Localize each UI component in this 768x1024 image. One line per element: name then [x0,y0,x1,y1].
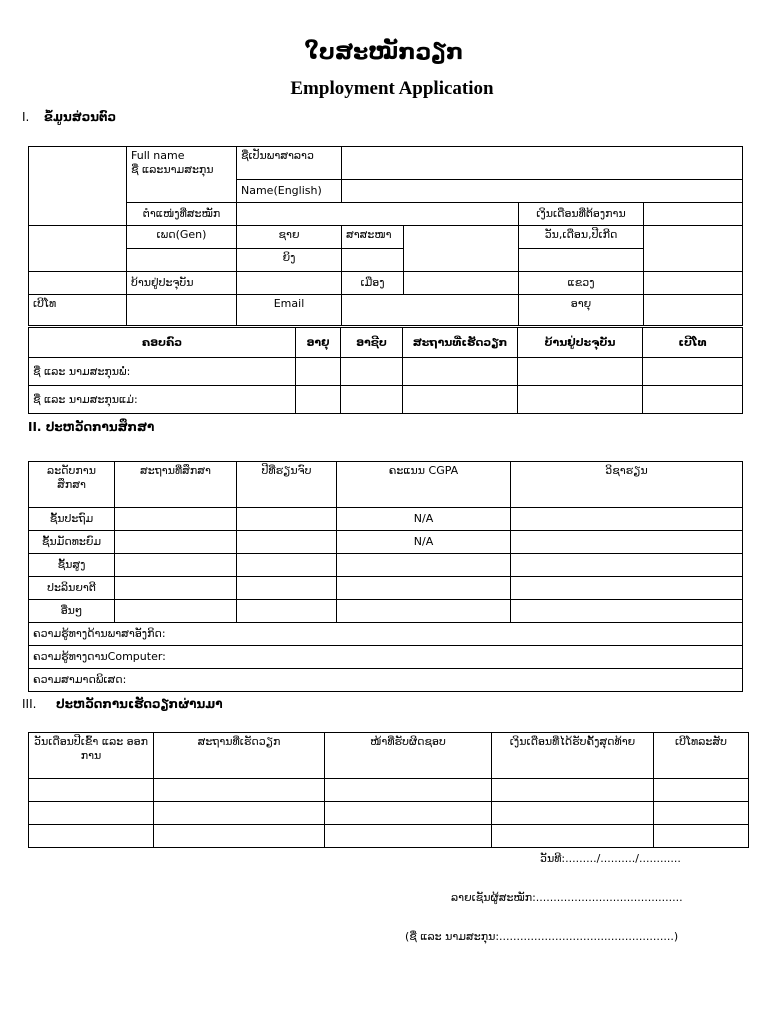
edu-level-other: ອື່ນໆ [29,600,115,623]
table-row [29,600,743,623]
family-header-age: ອາຍຸ [296,328,341,358]
district-label: ເມືອງ [342,272,404,295]
name-english-label: Name(English) [237,180,342,203]
district-field[interactable] [404,272,519,295]
family-header-family: ຄອບຄົວ [29,328,296,358]
table-row [29,802,749,825]
edu-level-higher: ຊັ້ນສູງ [29,554,115,577]
section-1-number: I. [22,110,30,124]
table-row [29,779,749,802]
name-lao-field[interactable] [342,147,743,180]
family-header-workplace: ສະຖານທີ່ເຮັດວຽກ [403,328,518,358]
table-row [29,386,743,414]
edu-header-level: ລະດັບການສຶກສາ [29,462,115,508]
address-field[interactable] [237,272,342,295]
family-header-phone: ເບີໂທ [643,328,743,358]
table-row [29,825,749,848]
section-1-heading [22,110,116,124]
edu-cgpa-other[interactable] [337,600,511,623]
full-name-label: Full name ຊື່ ແລະນາມສະກຸນ [127,147,237,203]
signature-line[interactable]: ລາຍເຊັນຜູ້ສະໝັກ:.......................................... [451,891,683,904]
position-label: ຕຳແໜ່ງທີ່ສະໝັກ [127,203,237,226]
edu-header-cgpa: ຄະແນນ CGPA [337,462,511,508]
edu-header-school: ສະຖານທີ່ສຶກສາ [115,462,237,508]
gender-female-option[interactable]: ຍິງ [237,249,342,272]
edu-cgpa-primary[interactable]: N/A [337,508,511,531]
section-2-number: II. [28,420,42,434]
work-header-last-salary: ເງິນເດືອນທີ່ໄດ້ຮັບຄັ້ງສຸດທ້າຍ [492,733,654,779]
salary-expected-label: ເງິນເດືອນທີ່ຕ້ອງການ [519,203,644,226]
phone-field[interactable] [127,295,237,326]
section-3-heading [22,697,223,711]
province-field[interactable] [644,272,743,295]
edu-header-subject: ວິຊາຮຽນ [511,462,743,508]
family-header-address: ບ້ານຢູ່ປະຈຸບັນ [518,328,643,358]
name-lao-label: ຊື່ເປັນພາສາລາວ [237,147,342,180]
dob-label: ວັນ,ເດືອນ,ປີເກີດ [519,226,644,249]
gender-male-option[interactable]: ຊາຍ [237,226,342,249]
father-label: ຊື່ ແລະ ນາມສະກຸນພໍ່: [29,358,296,386]
section-2-heading [28,420,154,434]
religion-field[interactable] [404,226,519,272]
province-label: ແຂວງ [519,272,644,295]
dob-field[interactable] [644,226,743,272]
special-skill-field[interactable]: ຄວາມສາມາດພິເສດ: [29,669,743,692]
english-skill-field[interactable]: ຄວາມຮູ້ທາງດ້ານພາສາອັງກິດ: [29,623,743,646]
education-table [28,461,743,692]
title-lao: ໃບສະໝັກວຽກ [304,40,464,65]
name-english-field[interactable] [342,180,743,203]
computer-skill-field[interactable]: ຄວາມຮູ້ທາງດານComputer: [29,646,743,669]
edu-level-primary: ຊັ້ນປະຖົມ [29,508,115,531]
age-label: ອາຍຸ [519,295,644,326]
email-label: Email [237,295,342,326]
title-english: Employment Application [290,78,494,99]
name-line[interactable]: (ຊື່ ແລະ ນາມສະກຸນ:..................................................) [405,930,679,943]
work-header-duties: ໜ້າທີ່ຮັບຜິດຊອບ [325,733,492,779]
salary-expected-field[interactable] [644,203,743,226]
section-2-title: ປະຫວັດການສຶກສາ [45,420,155,434]
work-history-table [28,732,749,848]
date-line[interactable]: ວັນທີ:........./........../............ [540,852,681,865]
religion-label: ສາສະໜາ [342,226,404,249]
table-row [29,577,743,600]
work-header-dates: ວັນເດືອນປີເຂົ້າ ແລະ ອອກການ [29,733,154,779]
table-row [29,358,743,386]
gender-label: ເພດ(Gen) [127,226,237,249]
work-header-phone: ເບີໂທລະສັບ [654,733,749,779]
edu-level-secondary: ຊັ້ນມັດທະຍົມ [29,531,115,554]
address-label: ບ້ານຢູ່ປະຈຸບັນ [127,272,237,295]
phone-label: ເບີໂທ [29,295,127,326]
family-table [28,327,743,414]
edu-header-year: ປີທີ່ຮຽນຈົບ [237,462,337,508]
edu-cgpa-secondary[interactable]: N/A [337,531,511,554]
mother-label: ຊື່ ແລະ ນາມສະກຸນແມ່: [29,386,296,414]
photo-box [29,147,127,226]
family-header-occupation: ອາຊີບ [341,328,403,358]
table-row [29,531,743,554]
photo-box-lower [29,226,127,272]
edu-cgpa-bachelor[interactable] [337,577,511,600]
section-3-number: III. [22,697,37,711]
work-header-workplace: ສະຖານທີ່ເຮັດວຽກ [154,733,325,779]
edu-cgpa-higher[interactable] [337,554,511,577]
position-field[interactable] [237,203,519,226]
section-3-title: ປະຫວັດການເຮັດວຽກຜ່ານມາ [56,697,223,711]
section-1-title: ຂໍ້ມູນສ່ວນຕົວ [44,110,117,124]
table-row [29,554,743,577]
edu-level-bachelor: ປະລິນຍາຕີ [29,577,115,600]
table-row [29,508,743,531]
email-field[interactable] [342,295,519,326]
age-field[interactable] [644,295,743,326]
personal-info-table [28,146,743,326]
